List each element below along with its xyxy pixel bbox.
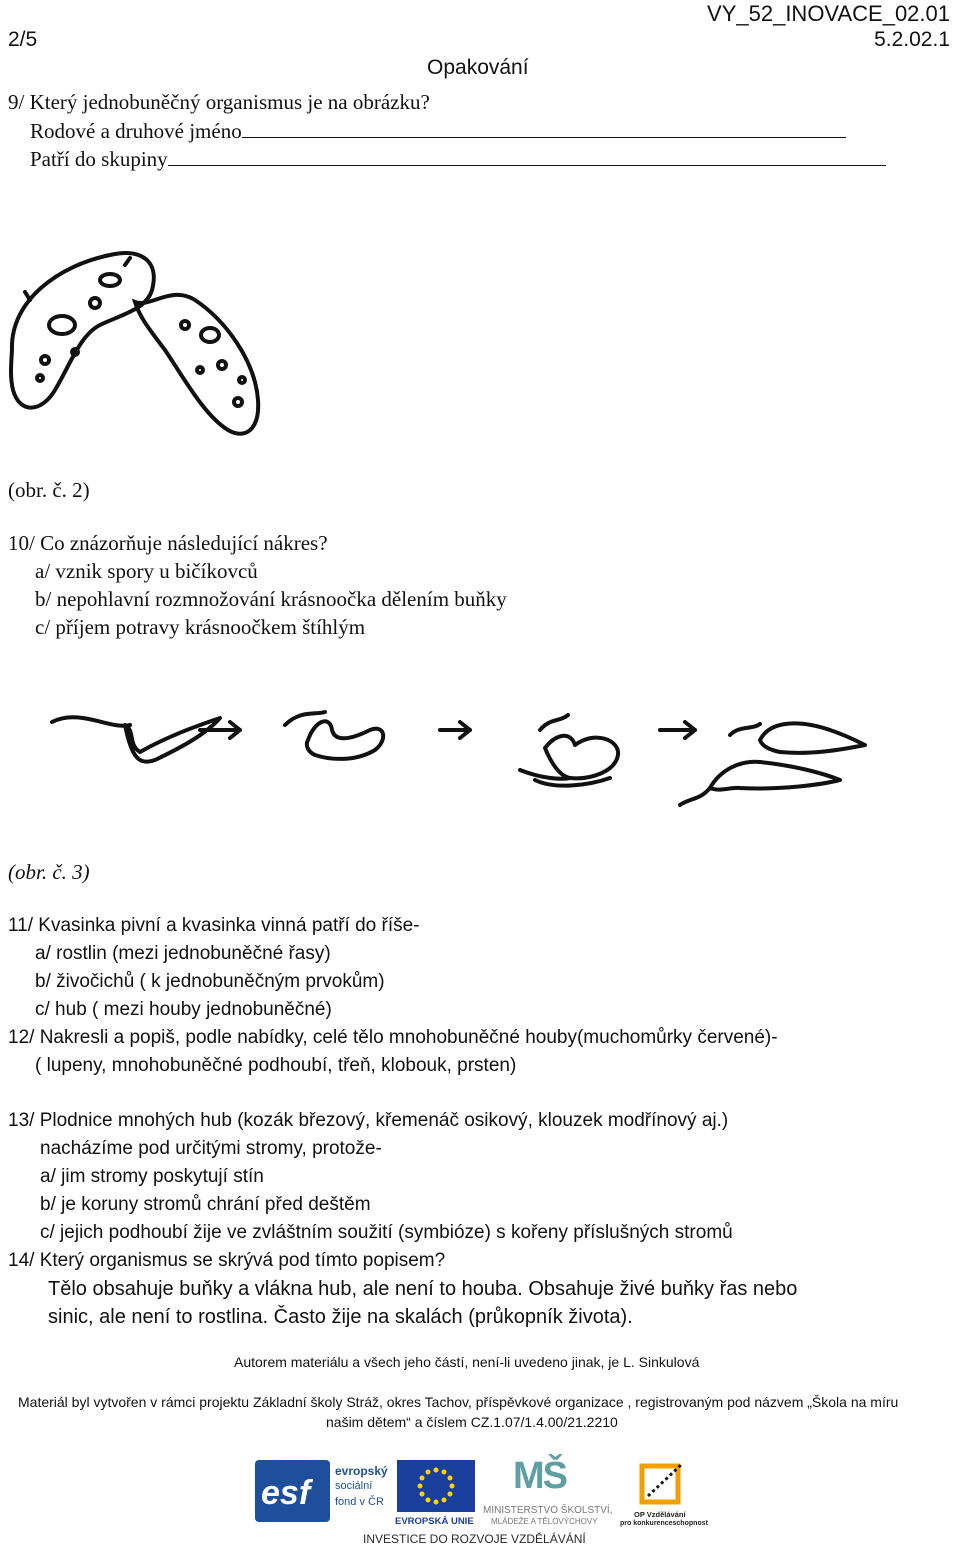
answer-blank[interactable] xyxy=(168,146,886,166)
question-14-desc-1: Tělo obsahuje buňky a vlákna hub, ale není to houba. Obsahuje živé buňky řas nebo xyxy=(48,1278,798,1300)
figure-caption-2: (obr. č. 2) xyxy=(8,478,90,502)
question-10: 10/ Co znázorňuje následující nákres? xyxy=(8,531,328,555)
option-11a[interactable]: a/ rostlin (mezi jednobuněčné řasy) xyxy=(35,943,331,964)
question-9: 9/ Který jednobuněčný organismus je na obrázku? xyxy=(8,90,430,114)
project-note-1: Materiál byl vytvořen v rámci projektu Základní školy Stráž, okres Tachov, příspěvkové organizace , registrovaným pod názvem „Škola na míru xyxy=(18,1394,899,1410)
question-13: 13/ Plodnice mnohých hub (kozák březový, křemenáč osikový, klouzek modřínový aj.) xyxy=(8,1110,729,1131)
project-note-2: našim dětem“ a číslem CZ.1.07/1.4.00/21.2210 xyxy=(326,1414,618,1430)
euglena-division-figure xyxy=(40,700,880,820)
figure-caption-3: (obr. č. 3) xyxy=(8,860,90,884)
author-note: Autorem materiálu a všech jeho částí, není-li uvedeno jinak, je L. Sinkulová xyxy=(234,1354,700,1370)
op-logo xyxy=(620,1460,715,1530)
eu-logo xyxy=(397,1460,475,1530)
document-subcode: 5.2.02.1 xyxy=(874,28,950,51)
page-number: 2/5 xyxy=(8,28,38,51)
option-10a[interactable]: a/ vznik spory u bičíkovců xyxy=(35,559,258,583)
question-12: 12/ Nakresli a popiš, podle nabídky, celé tělo mnohobuněčné houby(muchomůrky červené)- xyxy=(8,1027,778,1048)
op-line-2: pro konkurenceschopnost xyxy=(620,1520,708,1527)
eu-label: EVROPSKÁ UNIE xyxy=(395,1516,474,1527)
question-14: 14/ Který organismus se skrývá pod tímto popisem? xyxy=(8,1250,446,1271)
option-11b[interactable]: b/ živočichů ( k jednobuněčným prvokům) xyxy=(35,971,385,992)
investice-tagline: INVESTICE DO ROZVOJE VZDĚLÁVÁNÍ xyxy=(363,1532,586,1546)
option-13c[interactable]: c/ jejich podhoubí žije ve zvláštním soužití (symbióze) s kořeny příslušných stromů xyxy=(40,1222,733,1243)
option-10c[interactable]: c/ příjem potravy krásnoočkem štíhlým xyxy=(35,615,366,639)
esf-logo xyxy=(255,1460,390,1522)
document-code: VY_52_INOVACE_02.01 xyxy=(707,1,950,26)
msmt-logo xyxy=(483,1455,613,1530)
question-12-hint: ( lupeny, mnohobuněčné podhoubí, třeň, klobouk, prsten) xyxy=(35,1055,517,1076)
answer-line-genus-species xyxy=(30,118,846,144)
op-line-1: OP Vzdělávání xyxy=(634,1510,686,1519)
question-13-cont: nacházíme pod určitými stromy, protože- xyxy=(40,1138,382,1159)
msmt-line-1: MINISTERSTVO ŠKOLSTVÍ, xyxy=(483,1505,613,1516)
option-11c[interactable]: c/ hub ( mezi houby jednobuněčné) xyxy=(35,999,332,1020)
msmt-line-2: MLÁDEŽE A TĚLOVÝCHOVY xyxy=(491,1517,598,1526)
page-title: Opakování xyxy=(427,56,529,79)
logo-strip xyxy=(255,1455,715,1547)
question-14-desc-2: sinic, ale není to rostlina. Často žije na skalách (průkopník života). xyxy=(48,1306,633,1328)
question-11: 11/ Kvasinka pivní a kvasinka vinná patří do říše- xyxy=(8,915,420,936)
eu-stars-icon xyxy=(397,1460,475,1512)
op-mark-icon xyxy=(638,1460,688,1508)
answer-blank[interactable] xyxy=(242,118,846,138)
esf-line-1: evropský xyxy=(335,1464,388,1478)
answer-label-genus-species: Rodové a druhové jméno xyxy=(30,119,242,143)
esf-line-3: fond v ČR xyxy=(335,1496,384,1508)
msmt-mark: MŠ xyxy=(513,1455,566,1497)
option-13a[interactable]: a/ jim stromy poskytují stín xyxy=(40,1166,264,1187)
esf-mark-text: esf xyxy=(261,1474,311,1512)
paramecium-figure xyxy=(0,230,320,470)
option-13b[interactable]: b/ je koruny stromů chrání před deštěm xyxy=(40,1194,371,1215)
answer-line-group xyxy=(30,146,886,172)
answer-label-group: Patří do skupiny xyxy=(30,147,168,171)
option-10b[interactable]: b/ nepohlavní rozmnožování krásnoočka dělením buňky xyxy=(35,587,507,611)
esf-line-2: sociální xyxy=(335,1480,373,1492)
